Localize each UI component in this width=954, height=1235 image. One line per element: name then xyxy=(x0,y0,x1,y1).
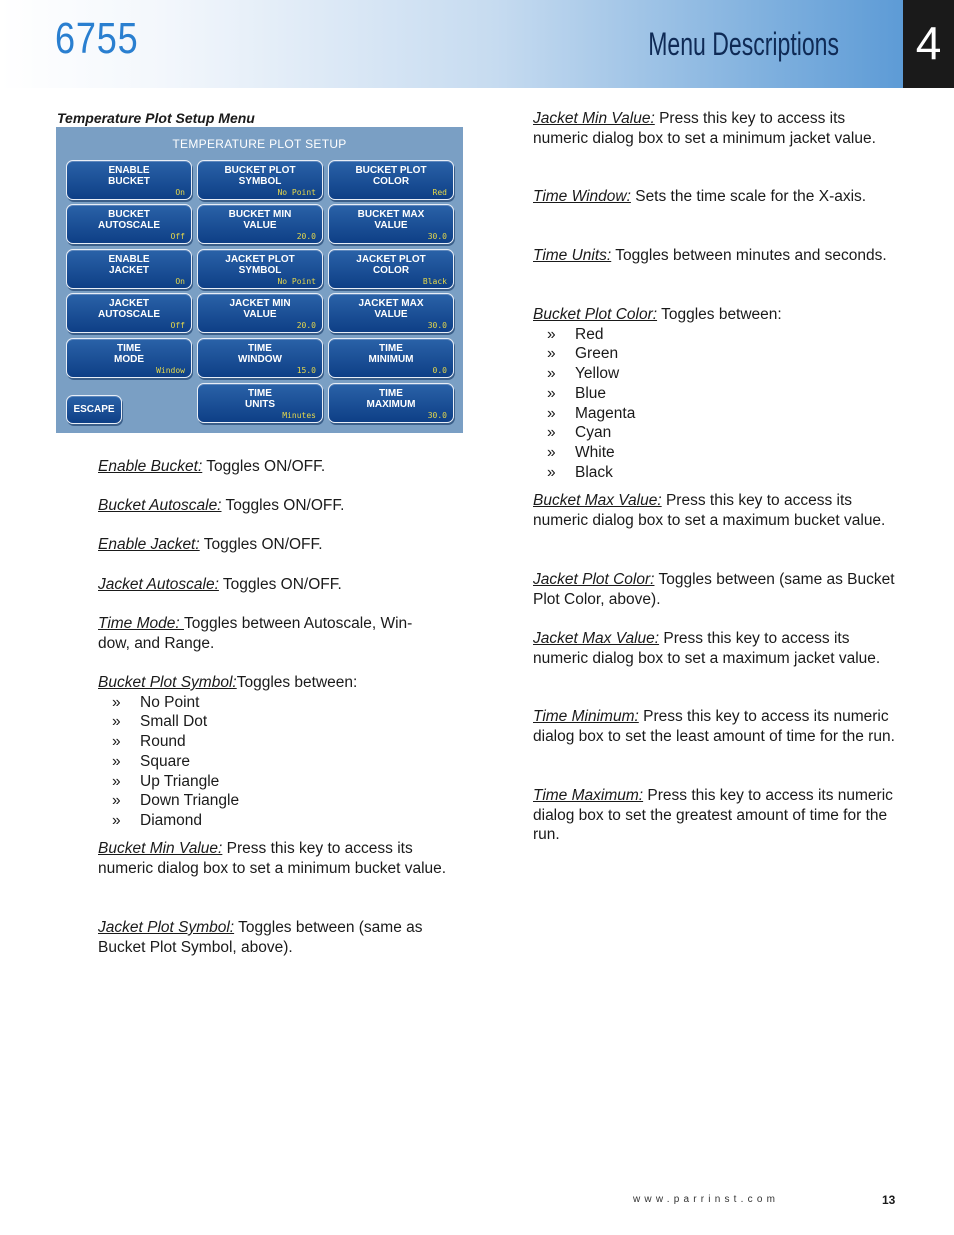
term: Jacket Max Value: xyxy=(533,630,660,647)
jacket-plot-color-key[interactable] xyxy=(328,249,454,289)
desc: Toggles between Autoscale, Win- dow, and Range. xyxy=(98,615,413,652)
list-item: » Down Triangle xyxy=(98,791,468,811)
time-window-key[interactable] xyxy=(197,338,323,378)
time-units-desc xyxy=(533,246,895,266)
time-window-desc xyxy=(533,187,895,207)
time-minimum-desc xyxy=(533,707,895,746)
jacket-max-value-desc xyxy=(533,629,895,668)
term: Bucket Min Value: xyxy=(98,840,223,857)
list-item: » Green xyxy=(533,344,895,364)
bucket-plot-symbol-key[interactable] xyxy=(197,160,323,200)
key-label: JACKET PLOT COLOR xyxy=(356,254,426,276)
term: Jacket Plot Color: xyxy=(533,571,655,588)
key-label: JACKET AUTOSCALE xyxy=(97,298,161,320)
desc: Toggles ON/OFF. xyxy=(202,458,326,475)
desc: Press this key to access its numeric dialog box to set a minimum jacket value. xyxy=(533,110,876,147)
desc: Sets the time scale for the X-axis. xyxy=(630,188,867,205)
jacket-min-value-desc xyxy=(533,109,895,148)
screen-title: TEMPERATURE PLOT SETUP xyxy=(172,137,347,151)
list-item: » Square xyxy=(98,752,468,772)
list-item: » Blue xyxy=(533,384,895,404)
desc: Press this key to access its numeric dialog box to set a maximum bucket value. xyxy=(533,492,886,529)
jacket-max-value-key[interactable] xyxy=(328,293,454,333)
term: Time Window: xyxy=(533,188,631,205)
list-item: » Round xyxy=(98,732,468,752)
key-label: ENABLE JACKET xyxy=(108,254,150,276)
key-label: BUCKET MIN VALUE xyxy=(228,209,292,231)
time-mode-desc xyxy=(98,614,468,653)
time-units-key[interactable] xyxy=(197,383,323,423)
key-label: BUCKET PLOT COLOR xyxy=(355,165,427,187)
enable-bucket-key[interactable] xyxy=(66,160,192,200)
key-label: BUCKET PLOT SYMBOL xyxy=(224,165,296,187)
page-number: 13 xyxy=(882,1193,896,1207)
jacket-plot-symbol-desc xyxy=(98,918,468,957)
list-item: » Magenta xyxy=(533,404,895,424)
key-label: TIME MAXIMUM xyxy=(366,388,416,410)
symbol-list xyxy=(98,693,468,831)
term: Bucket Autoscale: xyxy=(98,497,222,514)
desc: Toggles ON/OFF. xyxy=(199,536,323,553)
color-list xyxy=(533,325,895,483)
enable-jacket-desc xyxy=(98,535,468,555)
key-label: ESCAPE xyxy=(73,404,115,415)
jacket-plot-color-desc xyxy=(533,570,895,609)
desc: Toggles between (same as Bucket Plot Color, above). xyxy=(533,571,895,608)
key-value: Off xyxy=(170,321,185,330)
time-maximum-desc xyxy=(533,786,895,845)
key-label: TIME MODE xyxy=(114,343,144,365)
term: Bucket Plot Symbol: xyxy=(98,674,237,691)
key-label: TIME MINIMUM xyxy=(368,343,414,365)
key-value: 0.0 xyxy=(432,366,447,375)
key-value: Red xyxy=(432,188,447,197)
figure-caption: Temperature Plot Setup Menu xyxy=(57,110,255,126)
key-value: 20.0 xyxy=(296,321,316,330)
chapter-tab xyxy=(903,0,954,88)
term: Jacket Plot Symbol: xyxy=(98,919,235,936)
term: Time Maximum: xyxy=(533,787,644,804)
desc: Press this key to access its numeric dialog box to set the greatest amount of time for the run. xyxy=(533,787,893,844)
section-title: Menu Descriptions xyxy=(648,26,839,62)
desc: Toggles between minutes and seconds. xyxy=(611,247,887,264)
list-item: » Small Dot xyxy=(98,712,468,732)
term: Enable Bucket: xyxy=(98,458,203,475)
list-item: » Black xyxy=(533,463,895,483)
bucket-plot-color-desc xyxy=(533,305,895,482)
list-item: » Cyan xyxy=(533,423,895,443)
list-item: » No Point xyxy=(98,693,468,713)
time-minimum-key[interactable] xyxy=(328,338,454,378)
desc: Press this key to access its numeric dialog box to set a maximum jacket value. xyxy=(533,630,881,667)
jacket-autoscale-key[interactable] xyxy=(66,293,192,333)
term: Bucket Plot Color: xyxy=(533,306,658,323)
key-value: Off xyxy=(170,232,185,241)
bucket-min-value-key[interactable] xyxy=(197,204,323,244)
time-mode-key[interactable] xyxy=(66,338,192,378)
term: Bucket Max Value: xyxy=(533,492,662,509)
key-value: No Point xyxy=(277,188,316,197)
desc: Press this key to access its numeric dialog box to set a minimum bucket value. xyxy=(98,840,447,877)
list-item: » Yellow xyxy=(533,364,895,384)
key-value: 20.0 xyxy=(296,232,316,241)
key-label: TIME WINDOW xyxy=(238,343,282,365)
bucket-plot-symbol-desc xyxy=(98,673,468,831)
key-label: JACKET MIN VALUE xyxy=(229,298,291,320)
term: Jacket Min Value: xyxy=(533,110,655,127)
jacket-min-value-key[interactable] xyxy=(197,293,323,333)
bucket-autoscale-key[interactable] xyxy=(66,204,192,244)
term: Jacket Autoscale: xyxy=(98,576,219,593)
list-item: » Diamond xyxy=(98,811,468,831)
website-url[interactable]: www.parrinst.com xyxy=(633,1194,780,1205)
list-item: » Red xyxy=(533,325,895,345)
key-label: TIME UNITS xyxy=(245,388,275,410)
enable-bucket-desc xyxy=(98,457,468,477)
desc: Toggles ON/OFF. xyxy=(218,576,342,593)
desc: Toggles between: xyxy=(657,306,782,323)
term: Time Mode: xyxy=(98,615,184,632)
enable-jacket-key[interactable] xyxy=(66,249,192,289)
key-value: Minutes xyxy=(282,411,316,420)
bucket-plot-color-key[interactable] xyxy=(328,160,454,200)
key-value: On xyxy=(175,188,185,197)
term: Time Minimum: xyxy=(533,708,639,725)
page-header xyxy=(0,0,903,88)
key-label: JACKET MAX VALUE xyxy=(358,298,424,320)
key-value: On xyxy=(175,277,185,286)
temperature-plot-setup-screen xyxy=(56,127,463,433)
bucket-max-value-desc xyxy=(533,491,895,530)
key-label: BUCKET MAX VALUE xyxy=(357,209,425,231)
key-value: 30.0 xyxy=(427,232,447,241)
key-value: 30.0 xyxy=(427,321,447,330)
list-item: » White xyxy=(533,443,895,463)
bucket-autoscale-desc xyxy=(98,496,468,516)
key-value: 30.0 xyxy=(427,411,447,420)
key-value: No Point xyxy=(277,277,316,286)
term: Enable Jacket: xyxy=(98,536,200,553)
desc: Toggles ON/OFF. xyxy=(221,497,345,514)
chapter-number: 4 xyxy=(915,17,942,69)
time-maximum-key[interactable] xyxy=(328,383,454,423)
desc: Toggles between (same as Bucket Plot Symbol, above). xyxy=(98,919,423,956)
bucket-min-value-desc xyxy=(98,839,468,878)
desc: Toggles between: xyxy=(236,674,358,691)
key-label: JACKET PLOT SYMBOL xyxy=(225,254,295,276)
term: Time Units: xyxy=(533,247,612,264)
key-label: ENABLE BUCKET xyxy=(108,165,150,187)
key-label: BUCKET AUTOSCALE xyxy=(97,209,161,231)
jacket-plot-symbol-key[interactable] xyxy=(197,249,323,289)
key-value: Window xyxy=(156,366,185,375)
key-value: Black xyxy=(422,277,447,286)
escape-key[interactable] xyxy=(66,395,122,424)
jacket-autoscale-desc xyxy=(98,575,468,595)
desc: Press this key to access its numeric dialog box to set the least amount of time for the run. xyxy=(533,708,895,745)
key-value: 15.0 xyxy=(296,366,316,375)
model-number: 6755 xyxy=(55,14,139,63)
list-item: » Up Triangle xyxy=(98,772,468,792)
bucket-max-value-key[interactable] xyxy=(328,204,454,244)
